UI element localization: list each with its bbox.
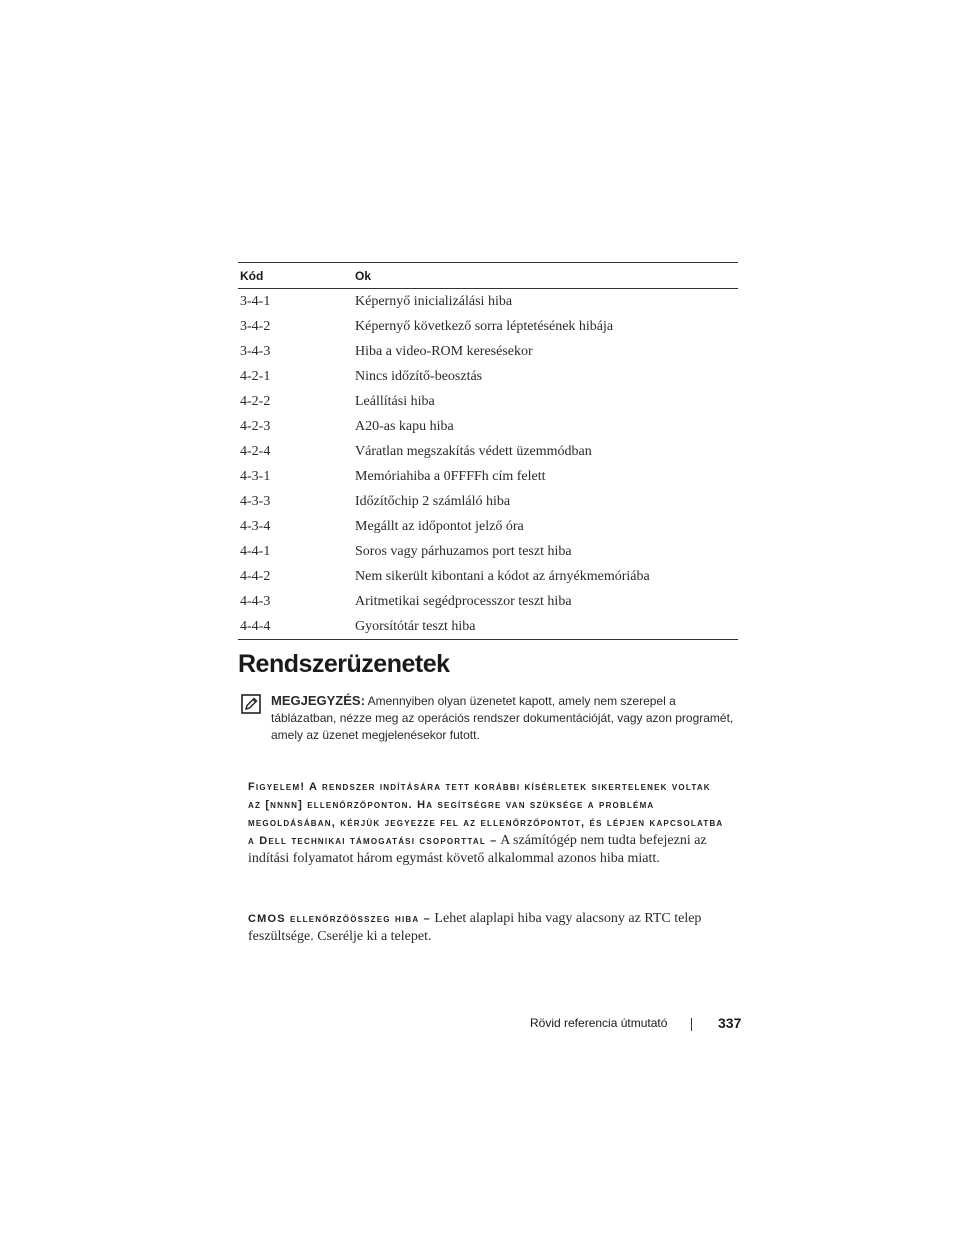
- column-header-code: Kód: [240, 268, 264, 283]
- message-body: A számítógép nem tudta befejezni az indítási folyamatot három egymást követő alkalommal azonos hiba miatt.: [248, 833, 707, 866]
- note-text: [271, 692, 741, 744]
- error-code-cell: 4-4-1: [240, 543, 271, 559]
- error-cause-cell: Aritmetikai segédprocesszor teszt hiba: [355, 593, 572, 609]
- beep-code-table: [238, 262, 738, 640]
- table-row: [238, 339, 738, 364]
- error-code-cell: 3-4-1: [240, 293, 271, 309]
- table-row: [238, 364, 738, 389]
- table-row: [238, 564, 738, 589]
- table-row: [238, 289, 738, 315]
- error-cause-cell: Leállítási hiba: [355, 393, 435, 409]
- note-body: Amennyiben olyan üzenetet kapott, amely nem szerepel a táblázatban, nézze meg az operációs rendszer dokumentációját, vagy azon programét, amely az üzenet megjelenésekor futott.: [271, 694, 734, 742]
- table-row: [238, 314, 738, 339]
- error-code-cell: 4-3-3: [240, 493, 271, 509]
- error-cause-cell: Nincs időzítő-beosztás: [355, 368, 483, 384]
- page-number: 337: [718, 1015, 742, 1031]
- error-code-cell: 4-2-4: [240, 443, 271, 459]
- note-pencil-icon: [241, 694, 261, 714]
- error-cause-cell: A20-as kapu hiba: [355, 418, 454, 434]
- table-header-row: [238, 263, 738, 289]
- table-row: [238, 489, 738, 514]
- table-row: [238, 539, 738, 564]
- error-cause-cell: Képernyő inicializálási hiba: [355, 293, 513, 309]
- message-heading: Figyelem! A rendszer indítására tett korábbi kísérletek sikertelenek voltak az [nnnn] ellenőrzőponton. Ha segítségre van szüksége a probléma megoldásában, kérjük jegyezze fel az ellenőrzőpontot, és lépjen kapcsolatba a Dell technikai támogatási csoporttal –: [248, 781, 724, 847]
- error-code-cell: 4-2-3: [240, 418, 271, 434]
- table-row: [238, 614, 738, 640]
- message-heading: CMOS ellenőrzőösszeg hiba –: [248, 913, 431, 925]
- error-code-cell: 3-4-3: [240, 343, 271, 359]
- error-code-cell: 4-3-4: [240, 518, 271, 534]
- error-cause-cell: Váratlan megszakítás védett üzemmódban: [355, 443, 592, 459]
- column-header-cause: Ok: [355, 268, 372, 283]
- section-title: Rendszerüzenetek: [238, 650, 450, 678]
- footer-title: Rövid referencia útmutató: [530, 1016, 668, 1030]
- table-row: [238, 589, 738, 614]
- error-code-cell: 4-3-1: [240, 468, 271, 484]
- error-cause-cell: Gyorsítótár teszt hiba: [355, 618, 476, 634]
- error-cause-cell: Soros vagy párhuzamos port teszt hiba: [355, 543, 572, 559]
- page-footer: [530, 1014, 742, 1034]
- table-row: [238, 414, 738, 439]
- error-code-table: [238, 262, 738, 640]
- error-code-cell: 4-4-2: [240, 568, 271, 584]
- table-row: [238, 464, 738, 489]
- system-message-cmos: [248, 910, 728, 946]
- table-row: [238, 514, 738, 539]
- error-cause-cell: Hiba a video-ROM keresésekor: [355, 343, 533, 359]
- system-message-checkpoint: [248, 778, 728, 868]
- error-cause-cell: Nem sikerült kibontani a kódot az árnyékmemóriába: [355, 568, 650, 584]
- error-code-cell: 4-2-2: [240, 393, 271, 409]
- error-code-cell: 4-4-4: [240, 618, 271, 634]
- error-code-cell: 4-4-3: [240, 593, 271, 609]
- error-code-cell: 4-2-1: [240, 368, 271, 384]
- table-body: [238, 289, 738, 640]
- footer-divider: [691, 1018, 692, 1031]
- message-body: Lehet alaplapi hiba vagy alacsony az RTC telep feszültsége. Cserélje ki a telepet.: [248, 911, 702, 944]
- error-code-cell: 3-4-2: [240, 318, 271, 334]
- error-cause-cell: Memóriahiba a 0FFFFh cím felett: [355, 468, 546, 484]
- error-cause-cell: Megállt az időpontot jelző óra: [355, 518, 524, 534]
- table-row: [238, 389, 738, 414]
- note-label: MEGJEGYZÉS:: [271, 693, 365, 708]
- error-cause-cell: Képernyő következő sorra léptetésének hibája: [355, 318, 614, 334]
- error-cause-cell: Időzítőchip 2 számláló hiba: [355, 493, 511, 509]
- table-row: [238, 439, 738, 464]
